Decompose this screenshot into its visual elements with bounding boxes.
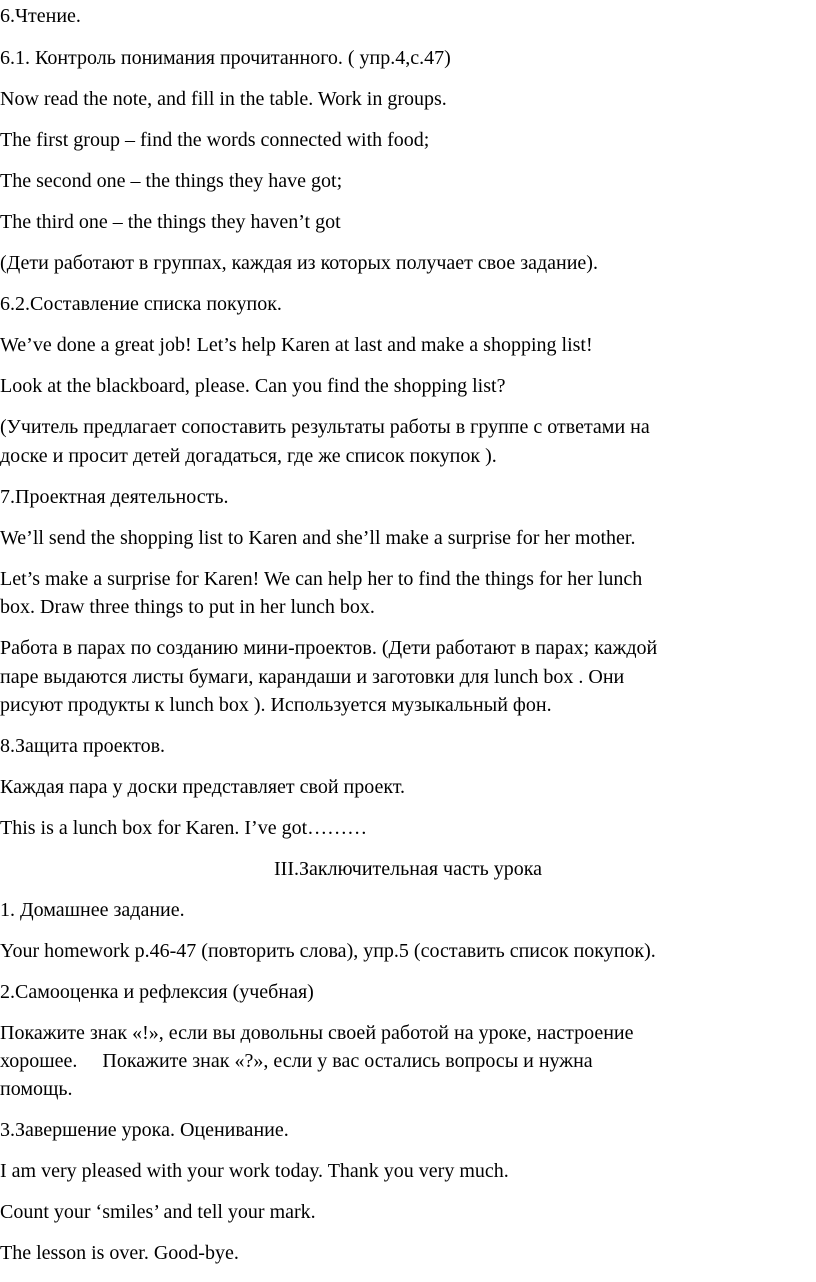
text-line: (Учитель предлагает сопоставить результаты работы в группе с ответами на	[0, 416, 650, 438]
text-line: Let’s make a surprise for Karen! We can help her to find the things for her lunch	[0, 568, 643, 590]
heading-self-assessment: 2.Самооценка и рефлексия (учебная)	[0, 981, 314, 1003]
heading-shopping-list: 6.2.Составление списка покупок.	[0, 293, 282, 315]
heading-comprehension-check: 6.1. Контроль понимания прочитанного. ( упр.4,с.47)	[0, 47, 451, 69]
text-line: Работа в парах по созданию мини-проектов. (Дети работают в парах; каждой	[0, 637, 658, 659]
text-line: I am very pleased with your work today. Thank you very much.	[0, 1160, 509, 1182]
text-line: Your homework p.46-47 (повторить слова), упр.5 (составить список покупок).	[0, 940, 656, 962]
heading-reading: 6.Чтение.	[0, 5, 81, 27]
heading-lesson-end: 3.Завершение урока. Оценивание.	[0, 1119, 289, 1141]
heading-project-defense: 8.Защита проектов.	[0, 735, 166, 757]
text-line: Покажите знак «!», если вы довольны своей работой на уроке, настроение	[0, 1022, 634, 1044]
heading-homework: 1. Домашнее задание.	[0, 899, 185, 921]
text-line: The first group – find the words connected with food;	[0, 129, 430, 151]
text-line: The second one – the things they have got;	[0, 170, 343, 192]
text-line: The third one – the things they haven’t got	[0, 211, 341, 233]
text-line: We’ve done a great job! Let’s help Karen at last and make a shopping list!	[0, 334, 593, 356]
text-line: Look at the blackboard, please. Can you find the shopping list?	[0, 375, 506, 397]
heading-final-part: III.Заключительная часть урока	[274, 858, 542, 880]
text-line: This is a lunch box for Karen. I’ve got………	[0, 817, 368, 839]
text-line: Now read the note, and fill in the table. Work in groups.	[0, 88, 447, 110]
text-line: (Дети работают в группах, каждая из которых получает свое задание).	[0, 252, 598, 274]
text-line: The lesson is over. Good-bye.	[0, 1242, 239, 1264]
text-line: паре выдаются листы бумаги, карандаши и заготовки для lunch box . Они	[0, 666, 625, 688]
text-line: Каждая пара у доски представляет свой проект.	[0, 776, 406, 798]
text-line: хорошее. Покажите знак «?», если у вас остались вопросы и нужна	[0, 1050, 593, 1072]
text-line: доске и просит детей догадаться, где же список покупок ).	[0, 445, 497, 467]
heading-project-activity: 7.Проектная деятельность.	[0, 486, 229, 508]
text-line: box. Draw three things to put in her lunch box.	[0, 596, 375, 618]
text-line: We’ll send the shopping list to Karen and she’ll make a surprise for her mother.	[0, 527, 636, 549]
text-line: Count your ‘smiles’ and tell your mark.	[0, 1201, 316, 1223]
text-line: рисуют продукты к lunch box ). Используется музыкальный фон.	[0, 694, 552, 716]
text-line: помощь.	[0, 1078, 73, 1100]
